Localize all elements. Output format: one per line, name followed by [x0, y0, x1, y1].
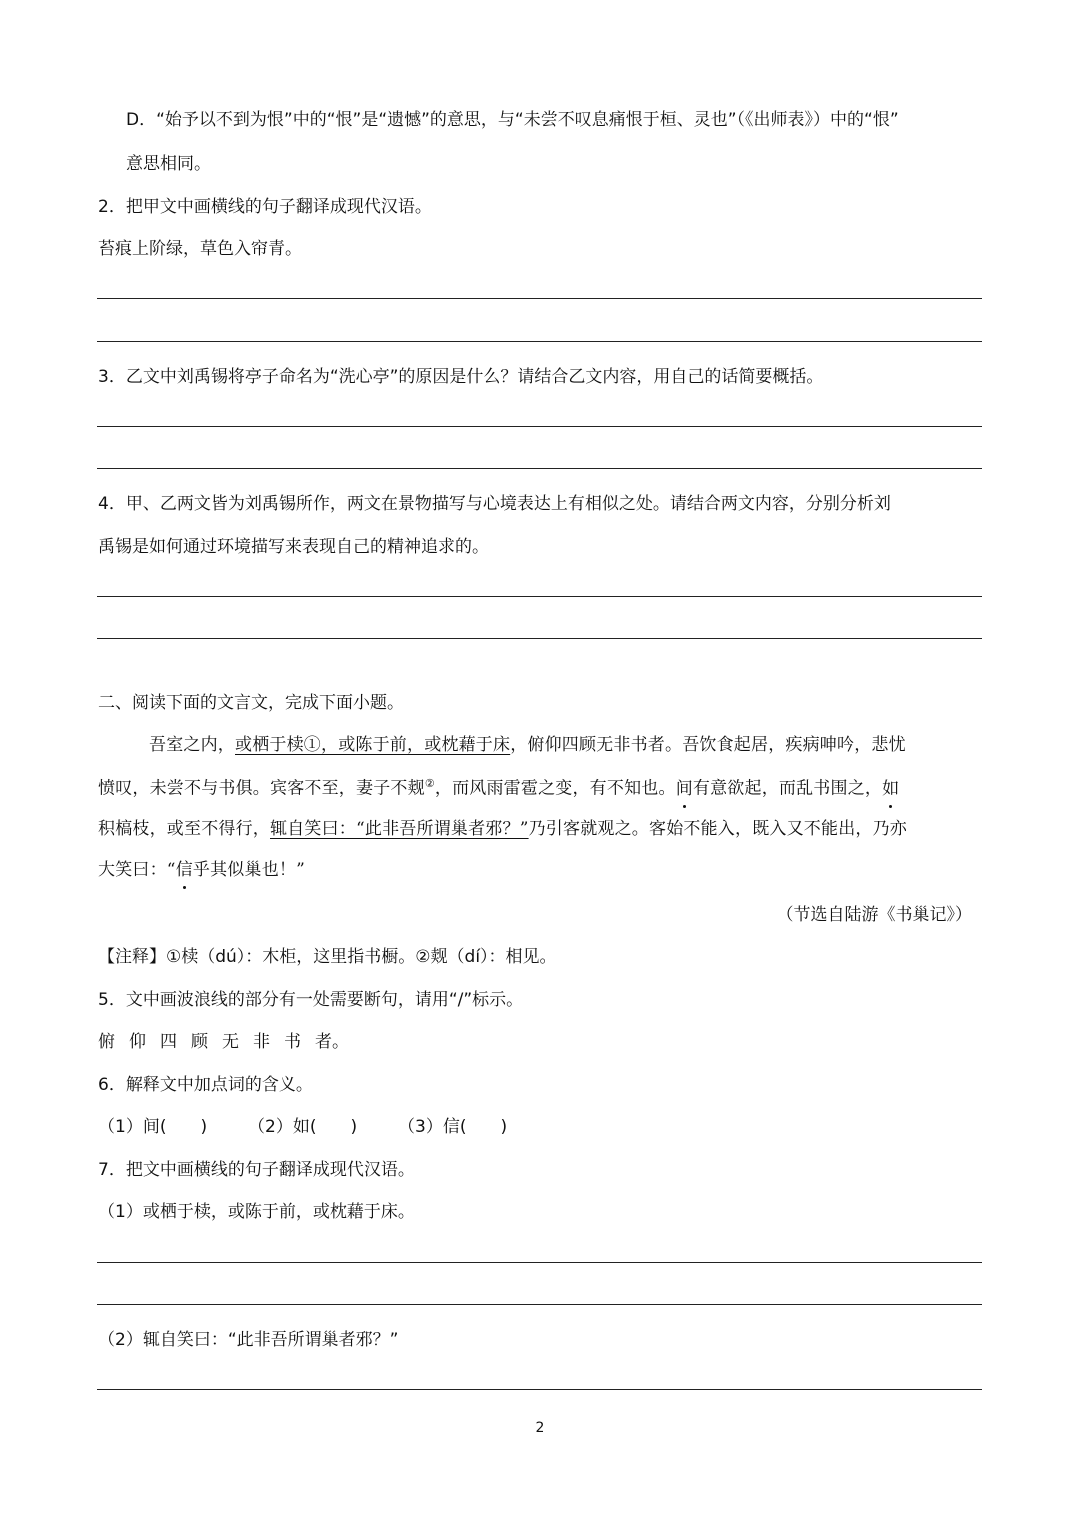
passage-text: ，而风雨雷雹之变，有不知也。: [434, 778, 676, 799]
q4-line2: 禹锡是如何通过环境描写来表现自己的精神追求的。: [98, 537, 489, 557]
passage-text: 大笑曰：“: [98, 860, 176, 880]
passage-line4: [98, 858, 305, 882]
q6-items: [98, 1115, 507, 1139]
q6-item-3[interactable]: （3）信( ): [398, 1117, 508, 1137]
passage-text: 乃引客就观之。客始不能入，既入又不能出，乃亦: [528, 819, 907, 839]
passage-line3: [98, 817, 907, 841]
answer-line[interactable]: [97, 638, 982, 639]
page-number: 2: [535, 1420, 545, 1436]
q7-sub1: （1）或栖于椟，或陈于前，或枕藉于床。: [98, 1202, 415, 1222]
answer-line[interactable]: [97, 341, 982, 342]
dotted-word-jian: 间: [675, 778, 693, 799]
q5-prompt: 5．文中画波浪线的部分有一处需要断句，请用“/”标示。: [98, 990, 524, 1010]
passage-notes: 【注释】①椟（dú）：木柜，这里指书橱。②觌（dí）：相见。: [98, 947, 557, 967]
passage-text: 愤叹，未尝不与书俱。宾客不至，妻子不觌: [98, 778, 425, 799]
q2-prompt: 2．把甲文中画横线的句子翻译成现代汉语。: [98, 197, 432, 217]
q5-sentence: [98, 1030, 349, 1054]
q6-prompt: 6．解释文中加点词的含义。: [98, 1075, 313, 1095]
answer-line[interactable]: [97, 468, 982, 469]
answer-line[interactable]: [97, 298, 982, 299]
passage-text: 乎其似巢也！”: [192, 860, 305, 880]
q5-char: 顾: [191, 1032, 208, 1052]
q1-option-d-line1: D．“始予以不到为恨”中的“恨”是“遗憾”的意思，与“未尝不叹息痛恨于桓、灵也”（《出师表》）中的“恨”: [126, 110, 899, 130]
dotted-word-ru: 如: [882, 778, 900, 799]
q2-sentence: 苔痕上阶绿，草色入帘青。: [98, 239, 302, 259]
answer-line[interactable]: [97, 1304, 982, 1305]
passage-line2: [98, 772, 899, 801]
q5-char: 无: [222, 1032, 239, 1052]
answer-line[interactable]: [97, 596, 982, 597]
q6-item-1[interactable]: （1）间( ): [98, 1117, 208, 1137]
underlined-sentence-1: 或栖于椟①，或陈于前，或枕藉于床: [235, 735, 511, 755]
answer-line[interactable]: [97, 426, 982, 427]
q5-char: 四: [160, 1032, 177, 1052]
section2-heading: 二、阅读下面的文言文，完成下面小题。: [98, 693, 404, 713]
passage-line1: [149, 733, 906, 757]
underlined-sentence-2: 辄自笑曰：“此非吾所谓巢者邪？”: [270, 819, 529, 839]
passage-source: （节选自陆游《书巢记》）: [776, 905, 972, 925]
passage-text: 吾室之内，: [149, 735, 235, 755]
answer-line[interactable]: [97, 1262, 982, 1263]
passage-text: ，俯仰四顾无非书者。吾饮食起居，疾病呻吟，悲忧: [510, 735, 906, 755]
q5-char: 者。: [315, 1032, 349, 1052]
footnote-marker: ②: [424, 777, 435, 790]
answer-line[interactable]: [97, 1389, 982, 1390]
dotted-word-xin: 信: [175, 860, 193, 880]
q5-char: 书: [284, 1032, 301, 1052]
q7-sub2: （2）辄自笑曰：“此非吾所谓巢者邪？”: [98, 1330, 399, 1350]
q6-item-2[interactable]: （2）如( ): [248, 1117, 358, 1137]
q5-char: 非: [253, 1032, 270, 1052]
q1-option-d-line2: 意思相同。: [126, 154, 211, 174]
q5-char: 仰: [129, 1032, 146, 1052]
q4-line1: 4．甲、乙两文皆为刘禹锡所作，两文在景物描写与心境表达上有相似之处。请结合两文内容，分别分析刘: [98, 494, 891, 514]
passage-text: 有意欲起，而乱书围之，: [692, 778, 883, 799]
q5-char: 俯: [98, 1032, 115, 1052]
q3-prompt: 3．乙文中刘禹锡将亭子命名为“洗心亭”的原因是什么？请结合乙文内容，用自己的话简要概括。: [98, 367, 824, 387]
passage-text: 积槁枝，或至不得行，: [98, 819, 270, 839]
q7-prompt: 7．把文中画横线的句子翻译成现代汉语。: [98, 1160, 415, 1180]
